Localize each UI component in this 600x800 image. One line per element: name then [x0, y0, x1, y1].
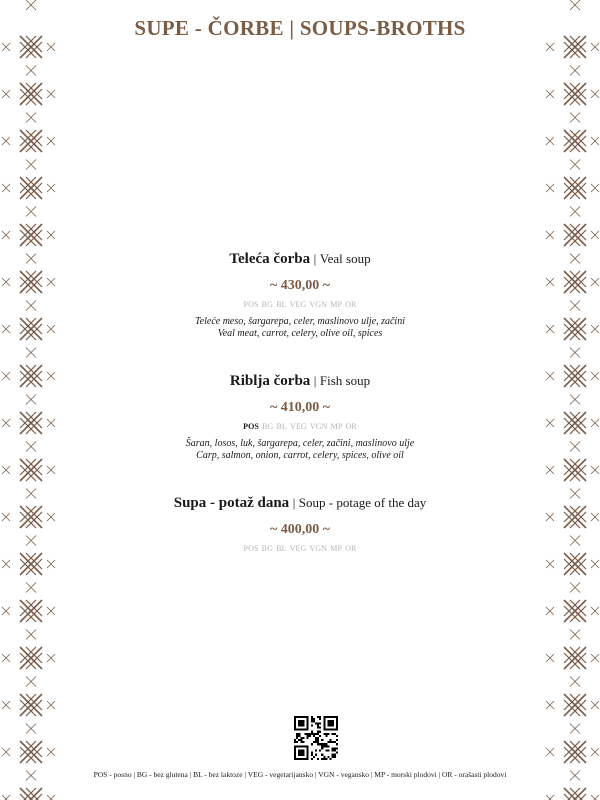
qr-code-icon[interactable]: [294, 716, 338, 760]
item-price: ~ 430,00 ~: [269, 278, 331, 293]
item-description: [60, 316, 540, 340]
item-name-en: Veal soup: [319, 251, 371, 266]
tag-pos: POS: [243, 300, 259, 309]
left-border-pattern: [0, 0, 56, 800]
tag-vgn: VGN: [309, 544, 328, 553]
dietary-tags: [60, 543, 540, 555]
menu-item-fish-soup: [60, 372, 540, 462]
tag-veg: VEG: [289, 544, 307, 553]
tag-vgn: VGN: [309, 422, 328, 431]
item-name-en: Soup - potage of the day: [298, 495, 427, 510]
item-name-local: Teleća čorba: [229, 251, 311, 267]
tag-mp: MP: [330, 300, 342, 309]
menu-list: [60, 250, 540, 587]
tag-or: OR: [345, 300, 357, 309]
item-heading: [60, 494, 540, 513]
item-description-local: Šaran, losos, luk, šargarepa, celer, začini, maslinovo ulje: [185, 438, 415, 449]
page-title: SUPE - ČORBE | SOUPS-BROTHS: [134, 16, 466, 40]
tag-bg: BG: [261, 300, 273, 309]
tag-pos: POS: [243, 544, 259, 553]
tag-bg: BG: [262, 422, 274, 431]
item-separator: |: [313, 373, 317, 388]
menu-item-potage-of-the-day: [60, 494, 540, 555]
item-description-en: Carp, salmon, onion, carrot, celery, spices, olive oil: [196, 450, 404, 461]
right-border-pattern: [544, 0, 600, 800]
item-separator: |: [292, 495, 296, 510]
item-name-en: Fish soup: [319, 373, 371, 388]
tag-pos: POS: [243, 422, 259, 431]
tag-bl: BL: [276, 422, 287, 431]
dietary-tags: [60, 421, 540, 433]
item-heading: [60, 250, 540, 269]
dietary-legend: POS - posno | BG - bez glutena | BL - bez laktoze | VEG - vegetarijansko | VGN - vegansko | MP - morski plodovi | OR - orašasti plodovi: [93, 770, 507, 779]
item-description-en: Veal meat, carrot, celery, olive oil, spices: [217, 328, 383, 339]
item-separator: |: [313, 251, 317, 266]
dietary-tags: [60, 299, 540, 311]
item-name-local: Riblja čorba: [229, 373, 311, 389]
menu-item-veal-soup: [60, 250, 540, 340]
tag-bl: BL: [276, 300, 287, 309]
tag-mp: MP: [330, 544, 342, 553]
item-heading: [60, 372, 540, 391]
tag-vgn: VGN: [309, 300, 328, 309]
tag-mp: MP: [330, 422, 343, 431]
item-description: [60, 438, 540, 462]
tag-veg: VEG: [290, 422, 307, 431]
tag-bg: BG: [261, 544, 273, 553]
item-name-local: Supa - potaž dana: [173, 495, 290, 511]
tag-or: OR: [345, 544, 357, 553]
item-description-local: Teleće meso, šargarepa, celer, maslinovo ulje, začini: [195, 316, 405, 327]
tag-bl: BL: [276, 544, 287, 553]
tag-veg: VEG: [289, 300, 307, 309]
item-price: ~ 400,00 ~: [269, 522, 331, 537]
tag-or: OR: [345, 422, 357, 431]
item-price: ~ 410,00 ~: [269, 400, 331, 415]
